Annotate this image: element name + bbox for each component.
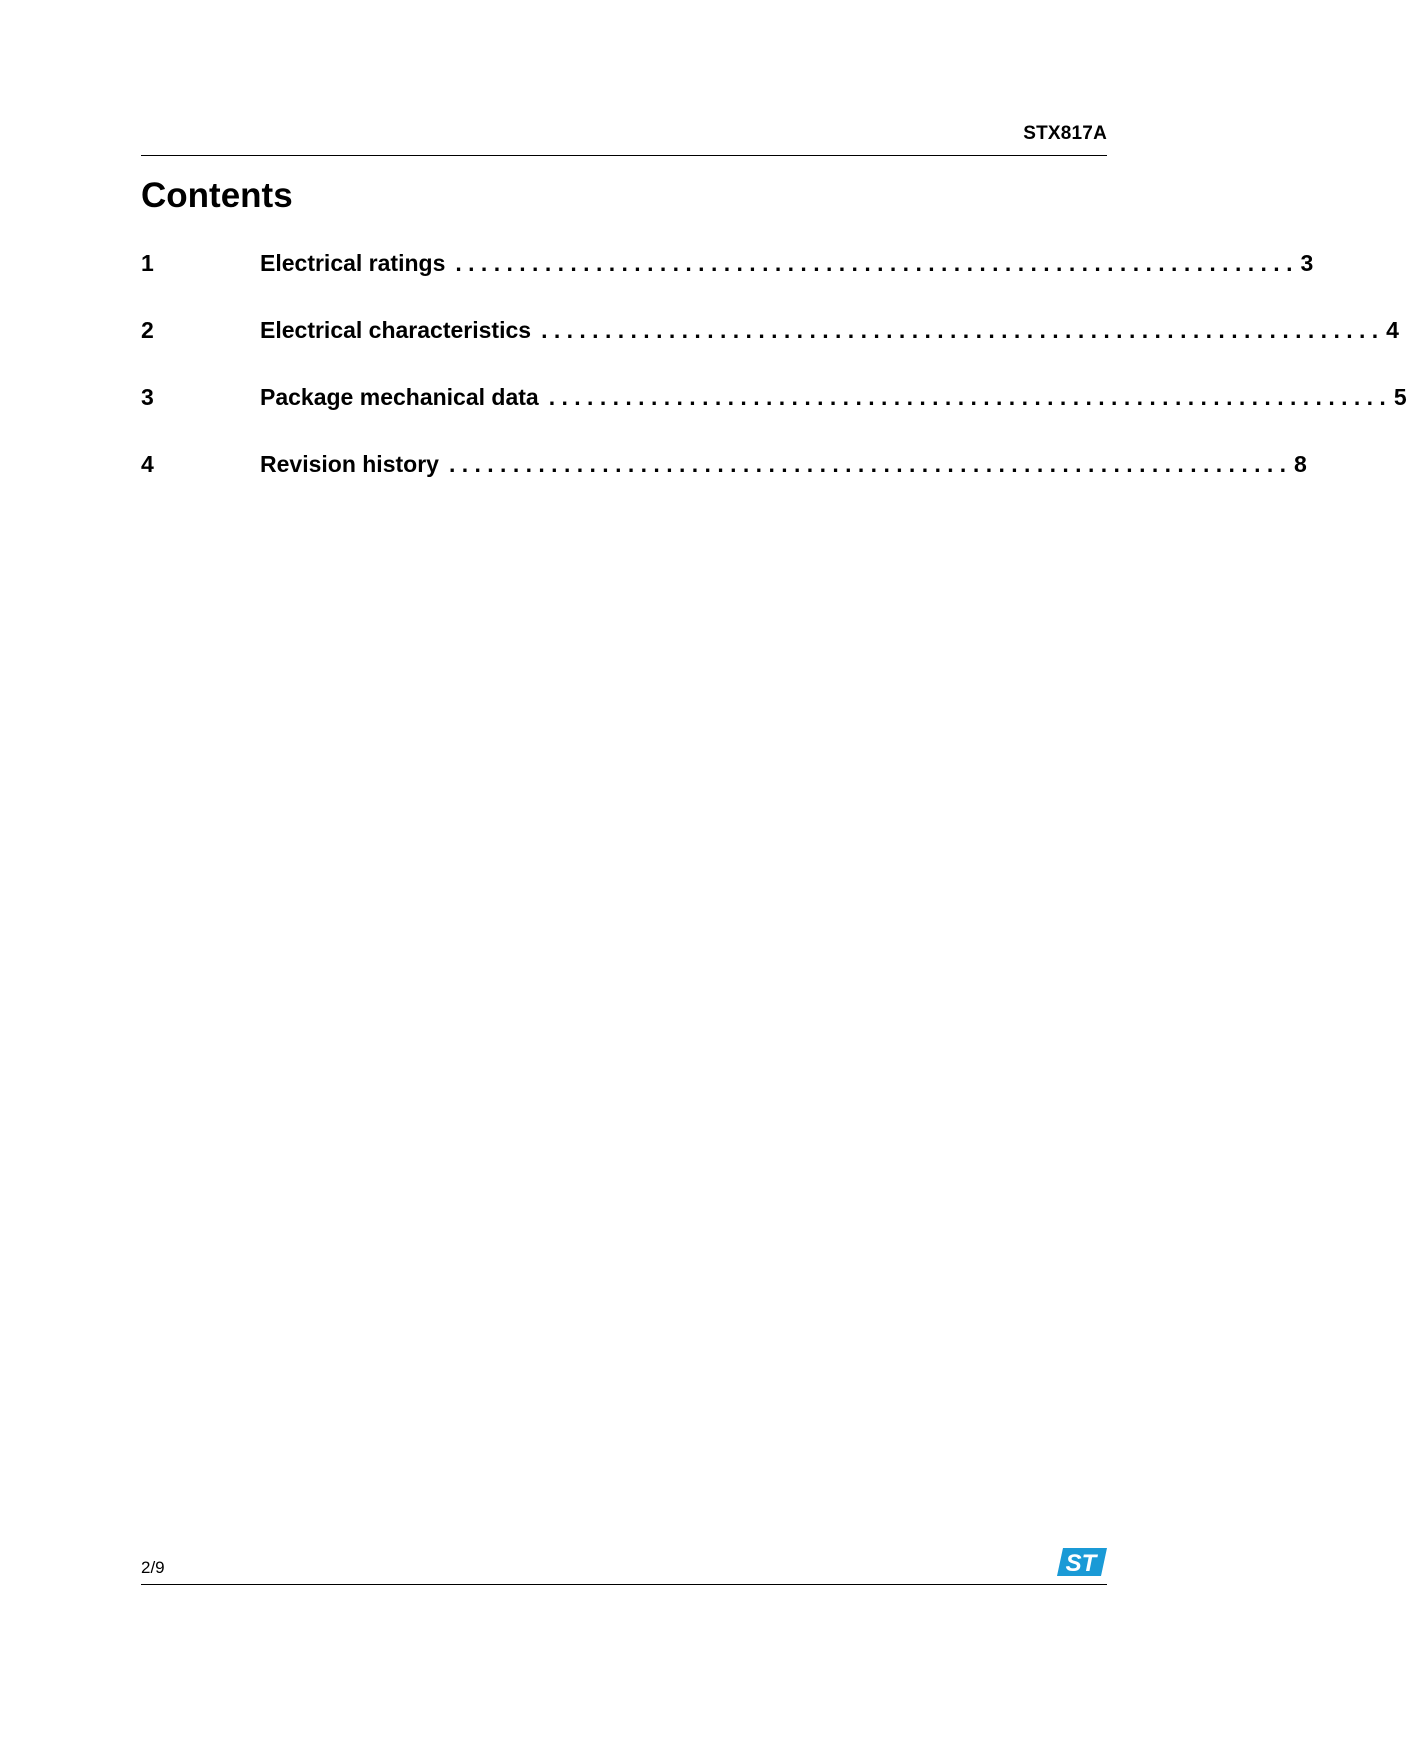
toc-entry-number: 2 <box>141 317 154 343</box>
toc-entry-title: Revision history <box>260 451 439 477</box>
toc-entry-page: 3 <box>1300 250 1314 276</box>
toc-entry-title: Package mechanical data <box>260 384 539 410</box>
table-of-contents <box>141 250 1407 518</box>
toc-entry-number: 3 <box>141 384 154 410</box>
toc-dot-leader: . . . . . . . . . . . . . . . . . . . . . . . . . . . . . . . . . . . . . . . . . . . . . . . . . . . . . . . . . . . . . . . . . . <box>455 250 1293 276</box>
toc-entry-page: 5 <box>1393 384 1407 410</box>
header-rule <box>141 155 1107 156</box>
toc-entry[interactable] <box>141 384 1407 451</box>
toc-dot-leader: . . . . . . . . . . . . . . . . . . . . . . . . . . . . . . . . . . . . . . . . . . . . . . . . . . . . . . . . . . . . . . . . . . <box>541 317 1379 343</box>
footer-rule <box>141 1584 1107 1585</box>
header-document-id: STX817A <box>1023 123 1107 144</box>
svg-text:ST: ST <box>1065 1550 1097 1577</box>
toc-dot-leader: . . . . . . . . . . . . . . . . . . . . . . . . . . . . . . . . . . . . . . . . . . . . . . . . . . . . . . . . . . . . . . . . . . <box>548 384 1386 410</box>
toc-entry[interactable] <box>141 250 1314 317</box>
toc-entry[interactable] <box>141 317 1399 384</box>
toc-dot-leader: . . . . . . . . . . . . . . . . . . . . . . . . . . . . . . . . . . . . . . . . . . . . . . . . . . . . . . . . . . . . . . . . . . <box>448 451 1287 477</box>
toc-entry-title: Electrical ratings <box>260 250 446 276</box>
toc-entry[interactable] <box>141 451 1307 518</box>
page-title: Contents <box>141 176 293 215</box>
page-indicator: 2/9 <box>141 1558 165 1577</box>
toc-entry-number: 4 <box>141 451 154 477</box>
toc-entry-page: 4 <box>1386 317 1399 343</box>
toc-entry-title: Electrical characteristics <box>260 317 532 343</box>
toc-entry-number: 1 <box>141 250 154 276</box>
toc-entry-page: 8 <box>1294 451 1307 477</box>
st-logo-icon <box>1057 1546 1107 1578</box>
